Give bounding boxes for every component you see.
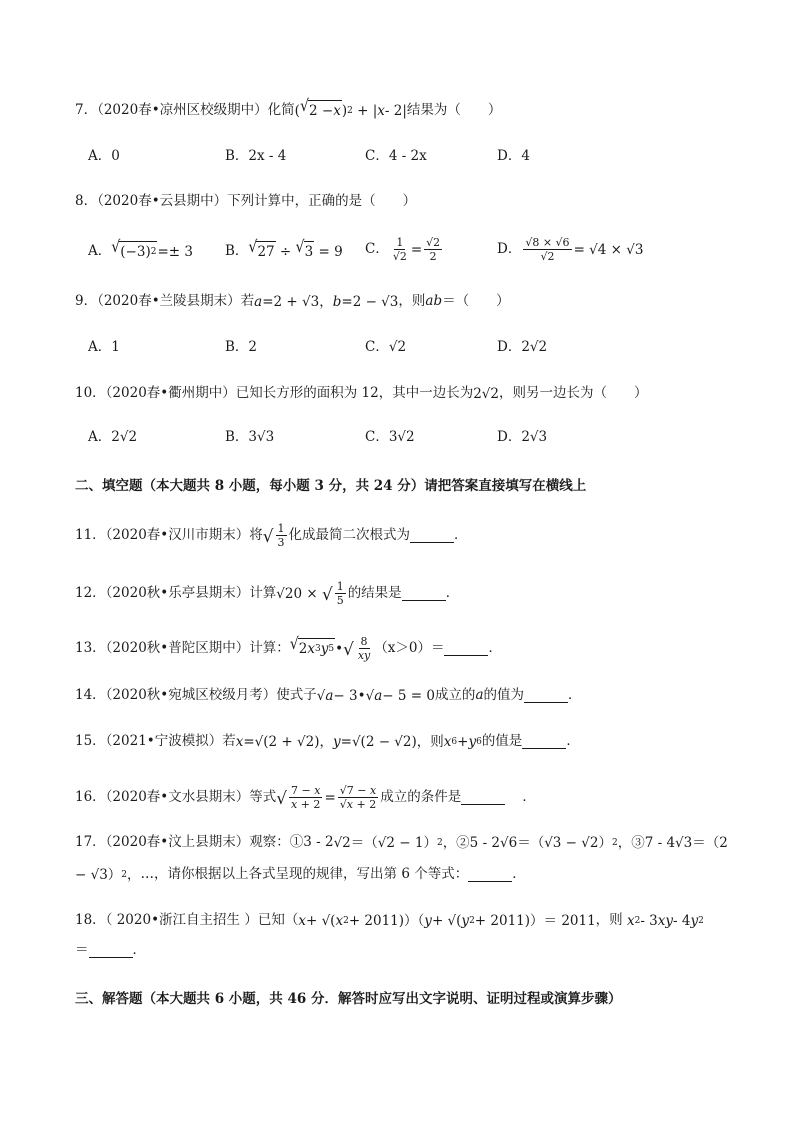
question-10: 10．（2020春•衢州期中）已知长方形的面积为 12，其中一边长为2√2，则另一边长为（ ） [75,385,648,402]
question-13: 13．（2020秋•普陀区期中）计算： √ 2 x 3 y 5 • √ $\frac{8}{xy}$ （x＞0）＝ ． [75,635,502,662]
question-12: 12．（2020秋•乐亭县期末）计算√20 × √ $\frac{1}{5}$ 的结果是 ． [75,580,460,607]
question-17-line2: − √3） 2 ，…，请你根据以上各式呈现的规律，写出第 6 个等式： ． [75,866,526,883]
q8-option-d: D． $\frac{√8 \times √6}{√2}$ = √4 × √3 [497,236,644,263]
q7-option-c: C．4 - 2x [365,148,427,164]
q16-answer-blank[interactable] [461,790,505,805]
q15-answer-blank[interactable] [522,734,566,749]
q8-option-a: A． √ (−3) 2 =± 3 [88,238,193,260]
q10-option-a: A．2√2 [88,429,138,445]
question-14: 14．（2020秋•宛城区校级月考）使式子√ a − 3•√ a − 5 = 0成立的a的值为 ． [75,687,582,704]
question-7 [75,97,502,121]
question-17: 17．（2020春•汶上县期末）观察：①3 - 2√2＝（√2 − 1） 2 ，②5 - 2√6＝（√3 − √2） 2 ，③7 - 4√3＝（2 [75,834,728,851]
q13-answer-blank[interactable] [444,641,488,656]
q9-option-b: B．2 [225,339,258,355]
question-16: 16．（2020春•文水县期末）等式 √ $\frac{7 - x}{x + 2}$ = $\frac{√7 - x}{√x + 2}$ 成立的条件是 ． [75,784,536,811]
q7-option-a: A．0 [88,148,120,164]
question-18: 18．（ 2020•浙江自主招生 ）已知（ x + √( x 2 + 2011)）（ y + √( y 2 + 2011)）＝ 2011，则 x 2 - 3 xy - 4 y 2 [75,912,704,929]
q7-expr: ( √ 2 − x ) 2 + | x - 2| [294,97,407,119]
q9-option-c: C．√2 [365,339,407,355]
section-3-heading: 三、解答题（本大题共 6 小题，共 46 分．解答时应写出文字说明、证明过程或演算步骤） [75,991,622,1007]
q7-option-b: B．2x - 4 [225,148,287,164]
q11-answer-blank[interactable] [410,528,454,543]
q8-option-b: B． √ 27 ÷ √ 3 = 9 [225,238,343,260]
q12-answer-blank[interactable] [402,586,446,601]
section-2-heading: 二、填空题（本大题共 8 小题，每小题 3 分，共 24 分）请把答案直接填写在横线上 [75,478,587,494]
q8-option-c: C． $\frac{1}{√2}$ = $\frac{√2}{2}$ [365,236,441,263]
q7-option-d: D．4 [497,148,530,164]
q7-tail: 结果为（ ） [406,102,502,118]
q14-answer-blank[interactable] [524,688,568,703]
q10-option-b: B．3√3 [225,429,275,445]
question-11: 11．（2020春•汉川市期末）将 √ $\frac{1}{3}$ 化成最简二次根式为 ． [75,522,468,549]
question-18-line2: ＝ ． [75,942,146,958]
question-15: 15．（2021•宁波模拟）若 x =√(2 + √2)， y =√(2 − √2)，则 x 6 + y 6 的值是 ． [75,733,580,750]
q17-answer-blank[interactable] [468,867,512,882]
question-9: 9．（2020春•兰陵县期末）若 a =2 + √3， b =2 − √3，则ab＝（ ） [75,293,510,310]
q18-answer-blank[interactable] [89,943,133,958]
q10-option-c: C．3√2 [365,429,415,445]
q7-stem: 7．（2020春•凉州区校级期中）化简 [75,102,295,118]
question-8: 8．（2020春•云县期中）下列计算中，正确的是（ ） [75,193,417,209]
q9-option-a: A．1 [88,339,120,355]
q9-option-d: D．2√2 [497,339,548,355]
q10-option-d: D．2√3 [497,429,548,445]
